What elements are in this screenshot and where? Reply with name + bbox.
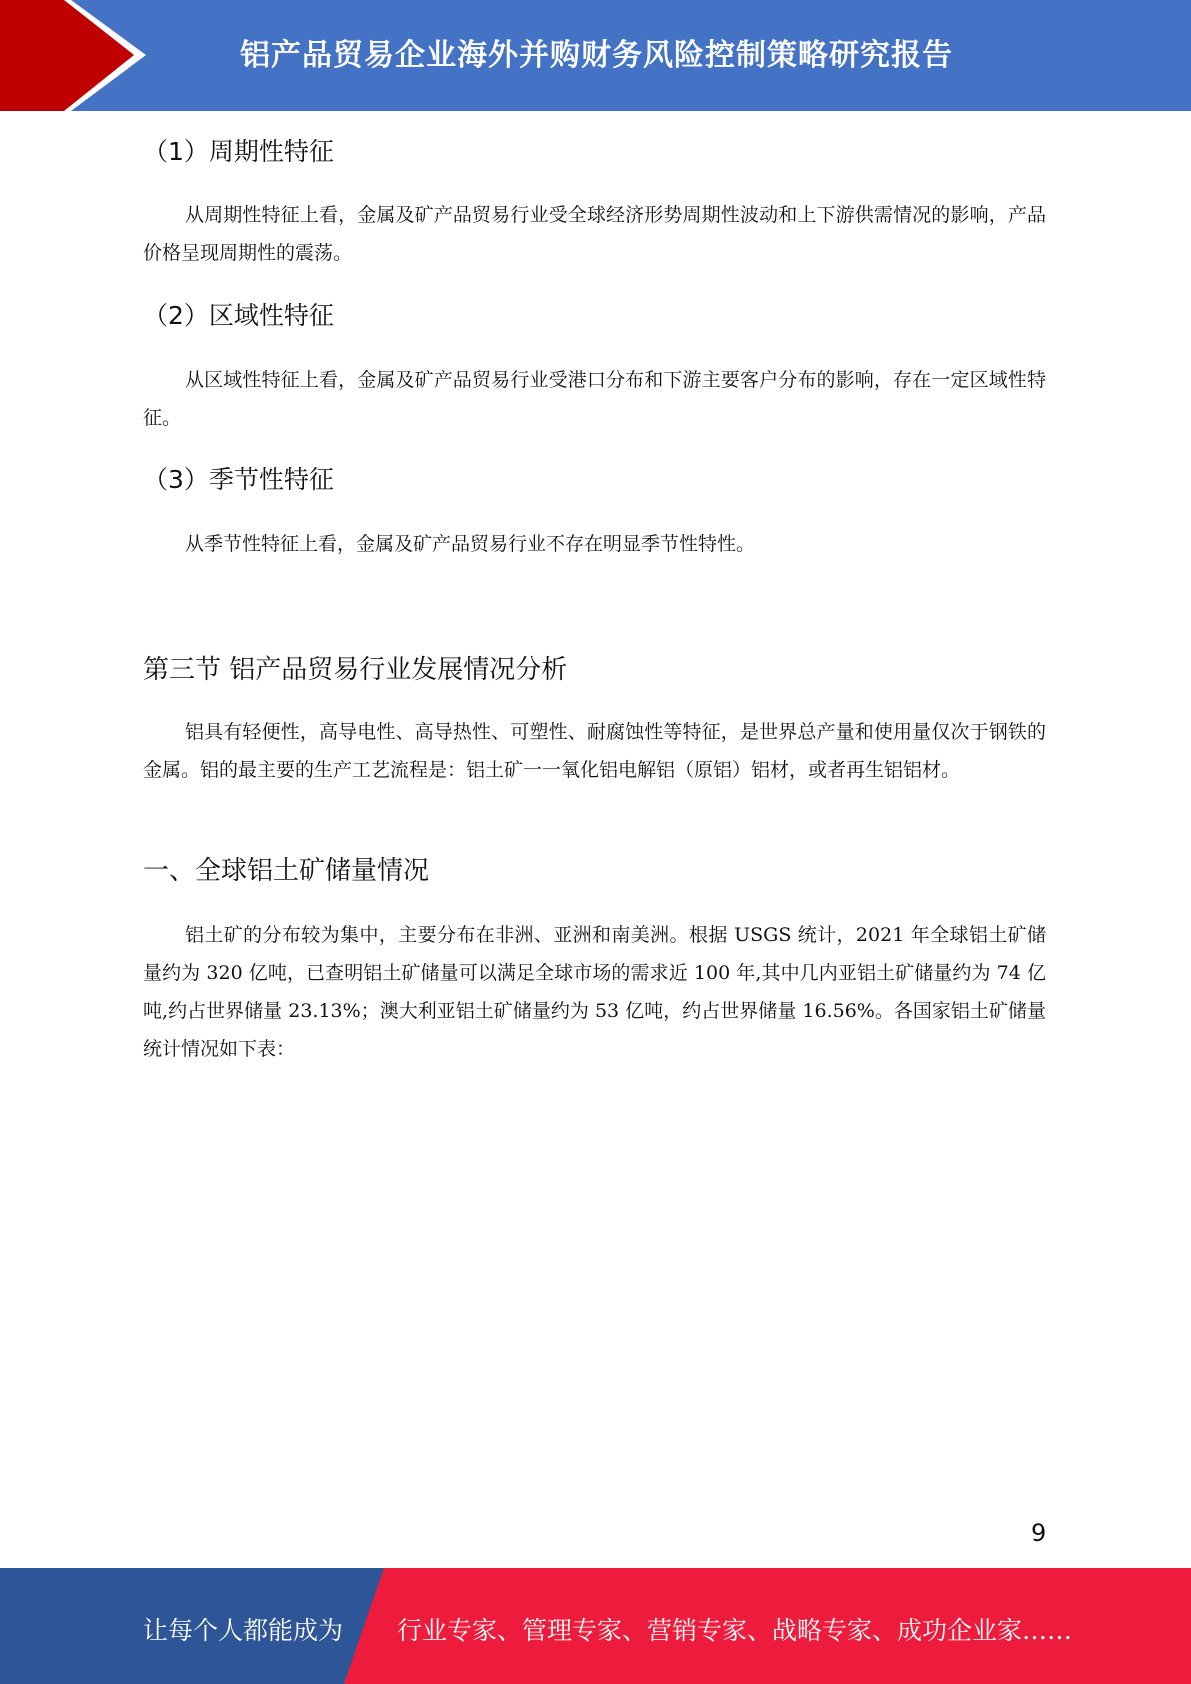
page-number: 9 bbox=[1031, 1519, 1047, 1547]
page-header bbox=[0, 0, 1191, 111]
paragraph-cyclical: 从周期性特征上看，金属及矿产品贸易行业受全球经济形势周期性波动和上下游供需情况的影响，产品价格呈现周期性的震荡。 bbox=[143, 204, 1046, 264]
paragraph-seasonal: 从季节性特征上看，金属及矿产品贸易行业不存在明显季节性特性。 bbox=[185, 533, 756, 555]
footer-slogan-right: 行业专家、管理专家、营销专家、战略专家、成功企业家…… bbox=[397, 1616, 1073, 1645]
page-footer bbox=[0, 1568, 1191, 1684]
paragraph-bauxite-reserves: 铝土矿的分布较为集中，主要分布在非洲、亚洲和南美洲。根据 USGS 统计，2021 年全球铝土矿储量约为 320 亿吨，已查明铝土矿储量可以满足全球市场的需求近 100 年,其中几内亚铝土矿储量约为 74 亿吨,约占世界储量 23.13%；澳大利亚铝土矿储量约为 53 亿吨，约占世界储量 16.56%。各国家铝土矿储量统计情况如下表： bbox=[143, 924, 1046, 1060]
heading-bauxite-reserves: 一、全球铝土矿储量情况 bbox=[143, 856, 430, 886]
paragraph-regional: 从区域性特征上看，金属及矿产品贸易行业受港口分布和下游主要客户分布的影响，存在一定区域性特征。 bbox=[143, 369, 1046, 429]
footer-slogan-left: 让每个人都能成为 bbox=[143, 1616, 344, 1645]
heading-section-three: 第三节 铝产品贸易行业发展情况分析 bbox=[143, 655, 568, 685]
report-title: 铝产品贸易企业海外并购财务风险控制策略研究报告 bbox=[240, 38, 953, 73]
paragraph-aluminum-overview: 铝具有轻便性，高导电性、高导热性、可塑性、耐腐蚀性等特征，是世界总产量和使用量仅次于钢铁的金属。铝的最主要的生产工艺流程是：铝土矿一一氧化铝电解铝（原铝）铝材，或者再生铝铝材。 bbox=[143, 721, 1046, 781]
heading-cyclical: （1）周期性特征 bbox=[143, 137, 334, 166]
heading-seasonal: （3）季节性特征 bbox=[143, 465, 334, 494]
heading-regional: （2）区域性特征 bbox=[143, 301, 334, 330]
